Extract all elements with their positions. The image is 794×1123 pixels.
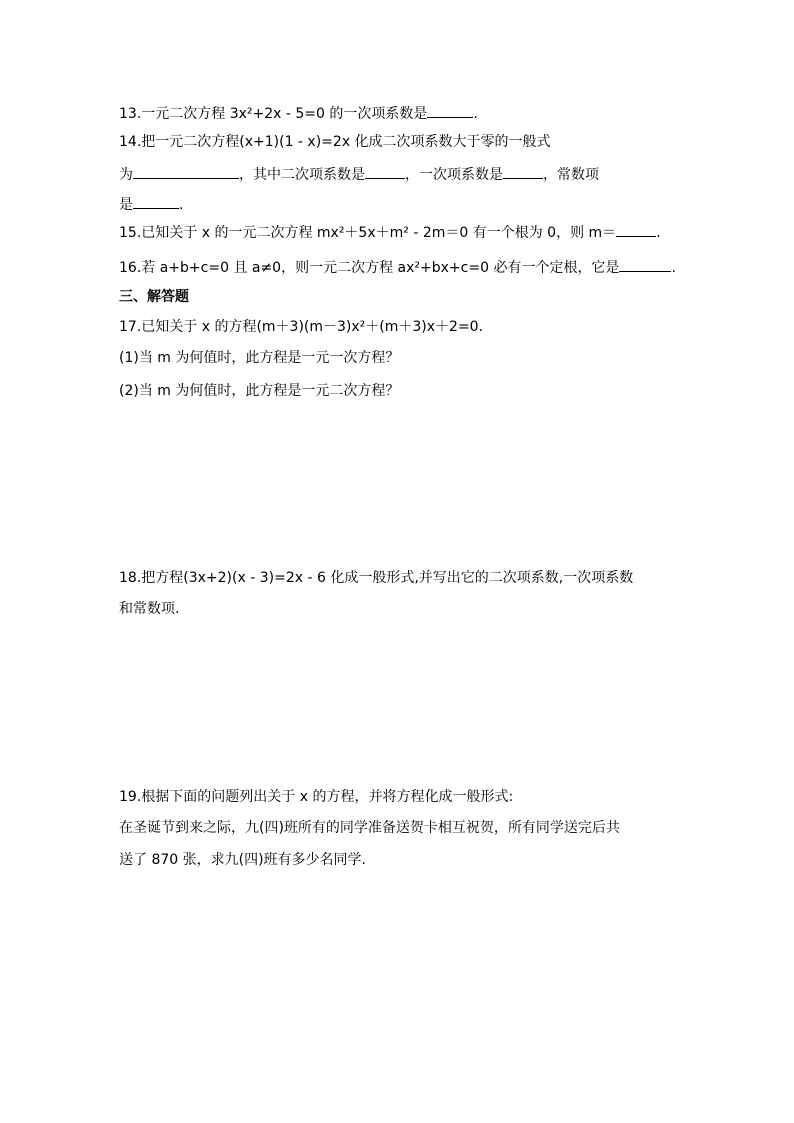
- answer-blank[interactable]: [619, 256, 671, 272]
- answer-blank[interactable]: [365, 163, 405, 179]
- question-18-line-1: 18.把方程(3x+2)(x - 3)=2x - 6 化成一般形式,并写出它的二次项系数,一次项系数: [119, 570, 634, 586]
- question-16: 16.若 a+b+c=0 且 a≠0，则一元二次方程 ax²+bx+c=0 必有一个定根，它是 .: [119, 256, 676, 278]
- question-19-line-3: 送了 870 张，求九(四)班有多少名同学.: [119, 852, 366, 868]
- question-14-line-1: 14.把一元二次方程(x+1)(1 - x)=2x 化成二次项系数大于零的一般式: [119, 134, 551, 150]
- question-13: 13.一元二次方程 3x²+2x - 5=0 的一次项系数是 .: [119, 102, 478, 124]
- answer-blank[interactable]: [133, 193, 179, 209]
- question-17-stem: 17.已知关于 x 的方程(m＋3)(m－3)x²＋(m＋3)x＋2=0.: [119, 319, 484, 335]
- answer-blank[interactable]: [427, 102, 473, 118]
- question-14-line-2: 为 ，其中二次项系数是 ，一次项系数是 ，常数项: [119, 163, 599, 185]
- question-15: 15.已知关于 x 的一元二次方程 mx²＋5x＋m² - 2m＝0 有一个根为 0，则 m＝ .: [119, 221, 661, 243]
- question-19-line-2: 在圣诞节到来之际，九(四)班所有的同学准备送贺卡相互祝贺，所有同学送完后共: [119, 820, 620, 836]
- answer-blank[interactable]: [503, 163, 543, 179]
- question-17-part-2: (2)当 m 为何值时，此方程是一元二次方程？: [119, 383, 400, 399]
- question-14-line-3: 是 .: [119, 193, 183, 215]
- answer-blank[interactable]: [133, 163, 239, 179]
- answer-blank[interactable]: [616, 221, 656, 237]
- section-title: 三、解答题: [119, 289, 189, 305]
- question-19-line-1: 19.根据下面的问题列出关于 x 的方程，并将方程化成一般形式:: [119, 789, 514, 805]
- question-18-line-2: 和常数项.: [119, 601, 180, 617]
- question-17-part-1: (1)当 m 为何值时，此方程是一元一次方程？: [119, 350, 400, 366]
